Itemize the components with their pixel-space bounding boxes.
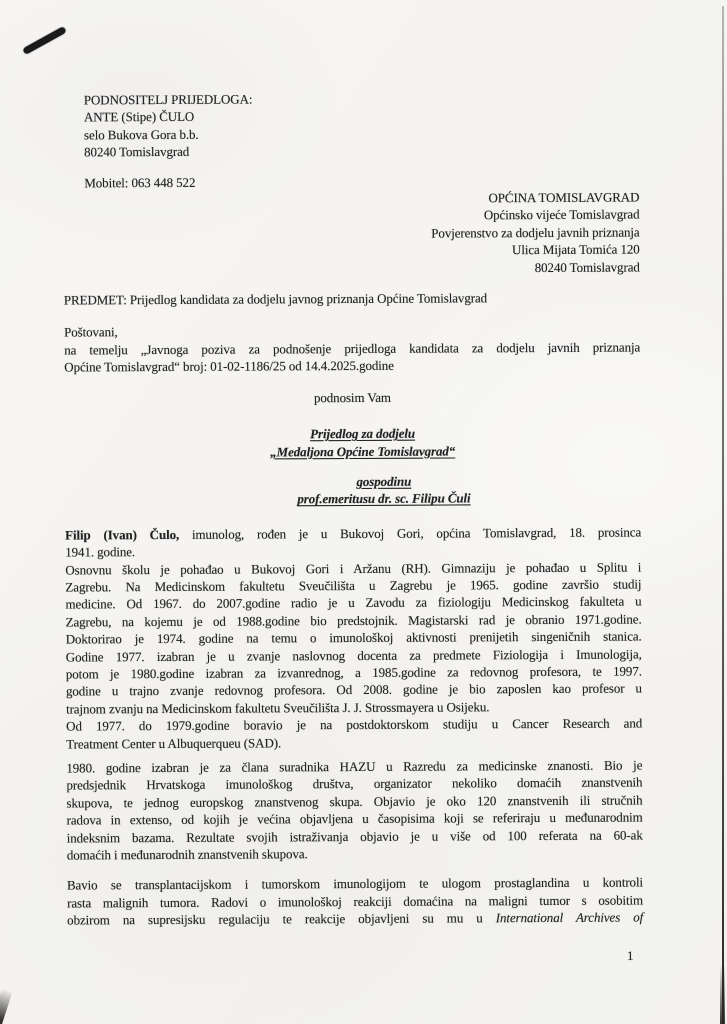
bio-paragraph-4	[66, 756, 643, 863]
subject-line: PREDMET: Prijedlog kandidata za dodjelu javnog priznanja Općine Tomislavgrad	[63, 290, 488, 308]
candidate-name-bold: Filip (Ivan) Čulo,	[65, 526, 180, 543]
text-line: indeksnim bazama. Rezultate svojih istraživanja objavio je u više od 100 referata na 60-ak	[66, 827, 643, 846]
proposal-title-line-2: „Medaljona Općine Tomislavgrad“	[270, 442, 456, 459]
bio-paragraph-3	[66, 715, 642, 753]
salutation: Poštovani,	[64, 324, 118, 340]
bio-paragraph-1	[65, 523, 641, 561]
text-line: Od 1977. do 1979.godine boravio je na postdoktorskom studiju u Cancer Research and	[66, 715, 643, 734]
sender-mobile: Mobitel: 063 448 522	[84, 174, 196, 191]
text-line: Zagrebu. Na Medicinskom fakultetu Sveučilišta u Zagrebu je 1965. godine završio studij	[65, 576, 642, 595]
page-number: 1	[627, 948, 634, 963]
recipient-committee: Povjerenstvo za dodjelu javnih priznanja	[431, 224, 640, 241]
sender-label: PODNOSITELJ PRIJEDLOGA:	[83, 91, 253, 108]
sender-address-line-1: selo Bukova Gora b.b.	[83, 126, 199, 143]
text-line: Bavio se transplantacijskom i tumorskom imunologijom te ulogom prostaglandina u kontroli	[66, 874, 643, 893]
text-line: Zagrebu, na kojemu je od 1988.godine bio predstojnik. Magistarski rad je obranio 1971.godine.	[65, 611, 642, 630]
text-line: potom je 1980.godine izabran za izvanrednog, a 1985.godine za redovnog profesora, te 1997.	[65, 663, 642, 682]
text-line: domaćih i međunarodnih znanstvenih skupova.	[66, 846, 308, 863]
recipient-block	[63, 189, 639, 279]
journal-name-italic: International Archives of	[495, 909, 644, 926]
text-line: rasta malignih tumora. Radovi o imunološkoj reakciji domaćina na maligni tumor s osobitim	[67, 892, 644, 911]
text-segment: imunolog, rođen je u Bukovoj Gori, općina Tomislavgrad, 18. prosinca	[179, 524, 642, 542]
proposal-title-line-1: Prijedlog za dodjelu	[310, 425, 416, 442]
honoree-line-1: gospodinu	[356, 473, 412, 489]
recipient-council: Općinsko vijeće Tomislavgrad	[483, 206, 640, 223]
sender-address-line-2: 80240 Tomislavgrad	[84, 144, 190, 160]
submission-line: podnosim Vam	[313, 389, 391, 405]
pen-stroke-mark	[22, 26, 67, 55]
honoree-line-2: prof.emeritusu dr. sc. Filipu Čuli	[297, 490, 471, 507]
basis-paragraph	[64, 338, 640, 376]
bio-paragraph-5	[67, 874, 643, 929]
text-line: skupova, te jednog europskog znanstvenog skupa. Objavio je oko 120 znanstvenih ili stručnih	[66, 792, 643, 811]
letter-content	[63, 88, 643, 929]
text-line: predsjednik Hrvatskoga imunološkog društva, organizator nekoliko domaćih znanstvenih	[66, 774, 643, 793]
text-line: 1941. godine.	[65, 544, 136, 560]
recipient-city: 80240 Tomislavgrad	[534, 259, 640, 275]
text-line	[65, 523, 641, 543]
honoree-title	[65, 471, 641, 509]
text-line: Godine 1977. izabran je u zvanje naslovnog docenta za predmete Fiziologija i Imunologija,	[65, 646, 642, 665]
recipient-municipality: OPĆINA TOMISLAVGRAD	[488, 189, 640, 206]
text-line: godine u trajno zvanje redovnog profesora. Od 2008. godine je bio zaposlen kao profesor u	[65, 680, 642, 699]
text-line: medicine. Od 1967. do 2007.godine radio je u Zavodu za fiziologiju Medicinskog fakulteta u	[65, 593, 642, 612]
text-line: Osnovnu školu je pohađao u Bukovoj Gori i Aržanu (RH). Gimnaziju je pohađao u Splitu i	[65, 559, 642, 578]
sender-name: ANTE (Stipe) ČULO	[83, 109, 195, 125]
proposal-title	[65, 424, 641, 462]
text-segment: obzirom na supresijsku regulaciju te reakcije objavljeni su mu u	[67, 910, 496, 928]
text-line: trajnom zvanju na Medicinskom fakultetu Sveučilišta J. J. Strossmayera u Osijeku.	[66, 699, 490, 717]
corner-scan-shadow	[0, 988, 13, 1024]
text-line: 1980. godine izabran je za člana suradnika HAZU u Razredu za medicinske znanosti. Bio je	[66, 757, 643, 776]
text-line: Doktorirao je 1974. godine na temu o imunološkoj aktivnosti prenijetih singeničnih stanica.	[65, 628, 642, 647]
scan-edge-line	[722, 6, 724, 1024]
text-line	[67, 909, 643, 929]
text-line: Treatment Center u Albuquerqueu (SAD).	[66, 734, 282, 752]
text-line: na temelju „Javnoga poziva za podnošenje prijedloga kandidata za dodjelu javnih priznanja	[64, 339, 641, 358]
bio-paragraph-2	[65, 558, 642, 718]
recipient-street: Ulica Mijata Tomića 120	[511, 241, 640, 258]
scan-edge-line-bottom	[720, 964, 725, 1024]
sender-block	[84, 88, 639, 161]
text-line: radova in extenso, od kojih je većina objavljena u časopisima koji se referiraju u međunarodnim	[66, 809, 643, 828]
text-line: Općine Tomislavgrad“ broj: 01-02-1186/25 od 14.4.2025.godine	[64, 358, 394, 375]
